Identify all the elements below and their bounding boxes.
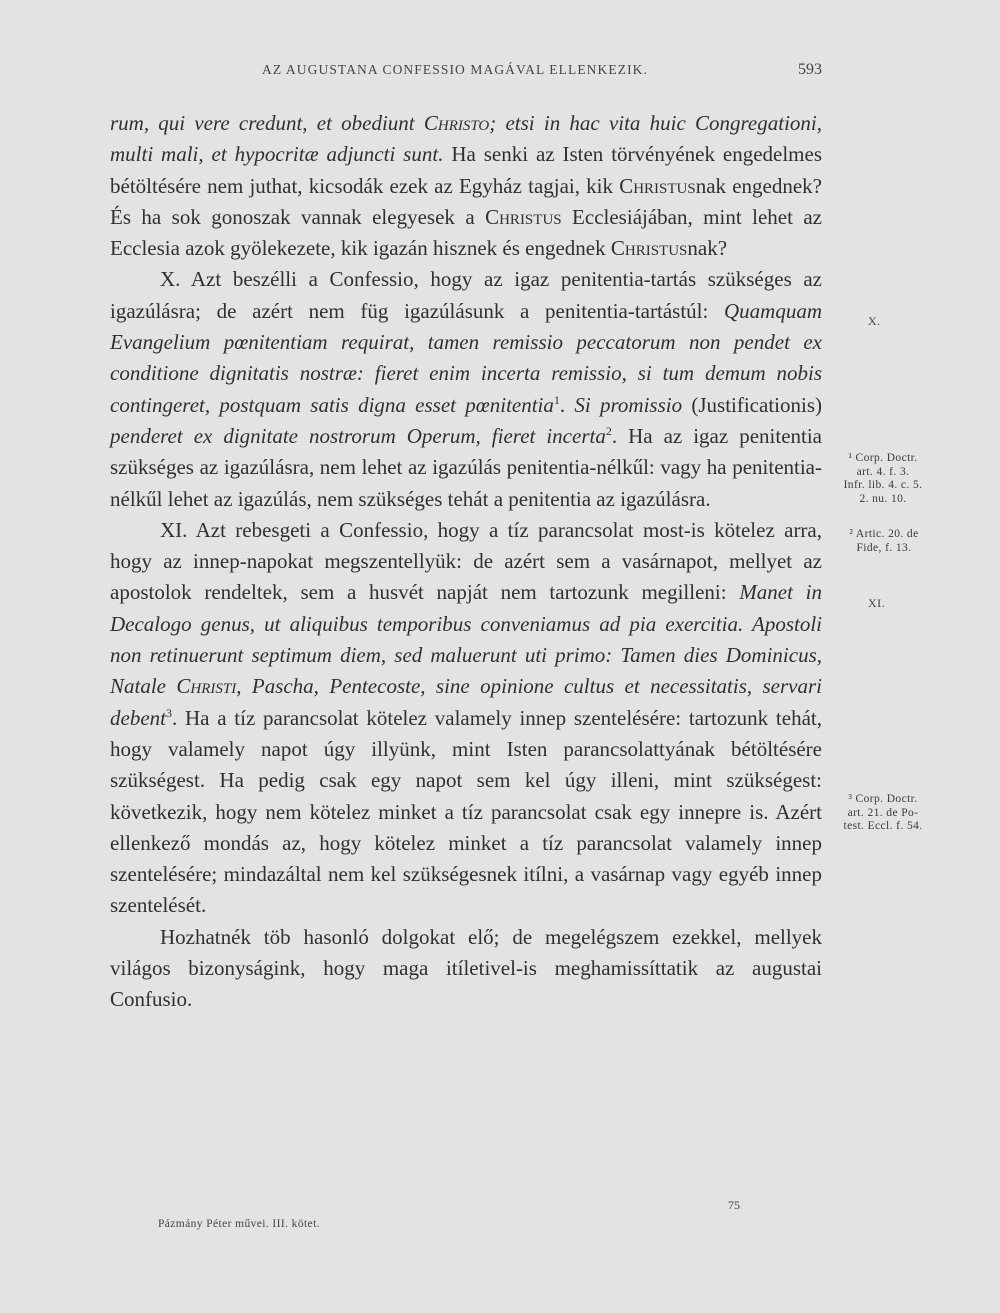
main-text — [110, 108, 822, 1016]
text-segment: Christo — [423, 111, 490, 135]
text-segment: Christus — [610, 236, 688, 261]
text-segment: rum, qui vere credunt, et obediunt — [110, 111, 424, 135]
text-segment: . Ha az igaz penitentia szükséges az igazúlásra, nem lehet az igazúlás penitentia-nélkűl: vagy ha penitentia-nélkűl lehet az igazúlás, nem szükséges tehát a penitentia az igazúlásra. — [110, 423, 823, 511]
text-segment: Quamquam Evangelium pœnitentiam requirat, tamen remissio peccatorum non pendet ex conditione dignitatis nostræ: fieret enim incerta remissio, si tum demum nobis contingeret, postquam satis digna esset pœnitentia — [110, 298, 822, 417]
margin-note-1 — [828, 452, 938, 506]
margin-note-line: art. 4. f. 3. — [856, 465, 910, 478]
margin-note-2 — [832, 528, 936, 555]
text-segment: , Pascha, Pentecoste, sine opinione cultus et necessitatis, servari debent — [110, 674, 823, 730]
margin-note-line: Fide, f. 13. — [856, 541, 912, 554]
paragraph — [110, 922, 822, 1016]
text-segment: ; etsi in hac vita huic Congregationi, multi mali, et hypocritæ adjuncti sunt. — [110, 111, 823, 167]
paragraph — [110, 515, 822, 922]
text-segment: . — [559, 392, 575, 417]
paragraph — [110, 108, 822, 264]
margin-note-line: test. Eccl. f. 54. — [843, 820, 923, 832]
margin-section-x: X. — [868, 314, 881, 328]
text-segment: X. Azt beszélli a Confessio, hogy az igaz penitentia-tartás szükséges az igazúlásra; de azért nem füg igazúlásunk a penitentia-tartástúl: — [110, 267, 822, 323]
signature-mark: 75 — [728, 1198, 740, 1212]
footer-imprint: Pázmány Péter művei. III. kötet. — [158, 1218, 320, 1230]
margin-section-xi: XI. — [868, 596, 886, 610]
margin-note-line: art. 21. de Po- — [847, 806, 919, 819]
text-segment: XI. Azt rebesgeti a Confessio, hogy a tíz parancsolat most-is kötelez arra, hogy az innep-napokat megszentellyük: de azért sem a vasárnapot, mellyet az apostolok rendeltek, sem a husvét napját nem tartozunk megilleni: — [110, 517, 822, 605]
running-header — [110, 62, 822, 86]
text-segment: . Ha a tíz parancsolat kötelez valamely innep szentelésére: tartozunk tehát, hogy valamely napot úgy illyünk, mint Isten parancsolattyának bétöltésére szükségest. Ha pedig csak egy napot sem kel úgy illeni, mint szükségest: következik, hogy nem kötelez minket a tíz parancsolat csak egy innepre is. Azért ellenkező mondás az, hogy kötelez minket a tíz parancsolat valamely innep szentelésére; mindazáltal nem kel szükségesnek itílni, a vasárnap vagy egyéb innep szentelését. — [110, 705, 822, 918]
footnote-ref: 1 — [553, 392, 560, 407]
text-segment: penderet ex dignitate nostrorum Operum, fieret incerta — [110, 423, 606, 448]
margin-note-line: Infr. lib. 4. c. 5. — [843, 479, 923, 491]
running-title: AZ AUGUSTANA CONFESSIO MAGÁVAL ELLENKEZIK. — [262, 62, 648, 77]
text-segment: Christus — [619, 173, 696, 198]
text-segment: nak engednek? És ha sok gonoszak vannak elegyesek a — [110, 173, 822, 229]
paragraph — [110, 264, 822, 514]
text-segment: Si promissio — [574, 392, 683, 417]
text-segment: (Justificationis) — [682, 392, 822, 417]
margin-note-3 — [828, 793, 938, 834]
text-segment: Hozhatnék töb hasonló dolgokat elő; de megelégszem ezekkel, mellyek világos bizonyságink, hogy maga itíletivel-is meghamissíttatik az augustai Confusio. — [110, 924, 822, 1012]
footnote-ref: 3 — [165, 705, 172, 720]
page-number: 593 — [798, 61, 822, 78]
text-segment: Manet in Decalogo genus, ut aliquibus temporibus conveniamus ad pia exercitia. Apostoli non retinuerunt septimum diem, sed maluerunt uti primo: Tamen dies Dominicus, Natale — [110, 580, 823, 699]
margin-note-line: ² Artic. 20. de — [849, 528, 919, 540]
text-segment: Ha senki az Isten törvényének engedelmes bétöltésére nem juthat, kicsodák ezek az Egyház tagjai, kik — [110, 142, 822, 198]
text-segment: Christus — [485, 204, 562, 229]
margin-note-line: ¹ Corp. Doctr. — [848, 452, 918, 464]
margin-note-line: ³ Corp. Doctr. — [848, 793, 918, 805]
footnote-ref: 2 — [605, 423, 612, 438]
margin-note-line: 2. nu. 10. — [859, 492, 907, 505]
text-segment: Christi — [176, 674, 237, 699]
text-segment: nak? — [687, 236, 728, 261]
text-segment: Ecclesiájában, mint lehet az Ecclesia azok gyölekezete, kik igazán hisznek és engednek — [110, 204, 822, 261]
